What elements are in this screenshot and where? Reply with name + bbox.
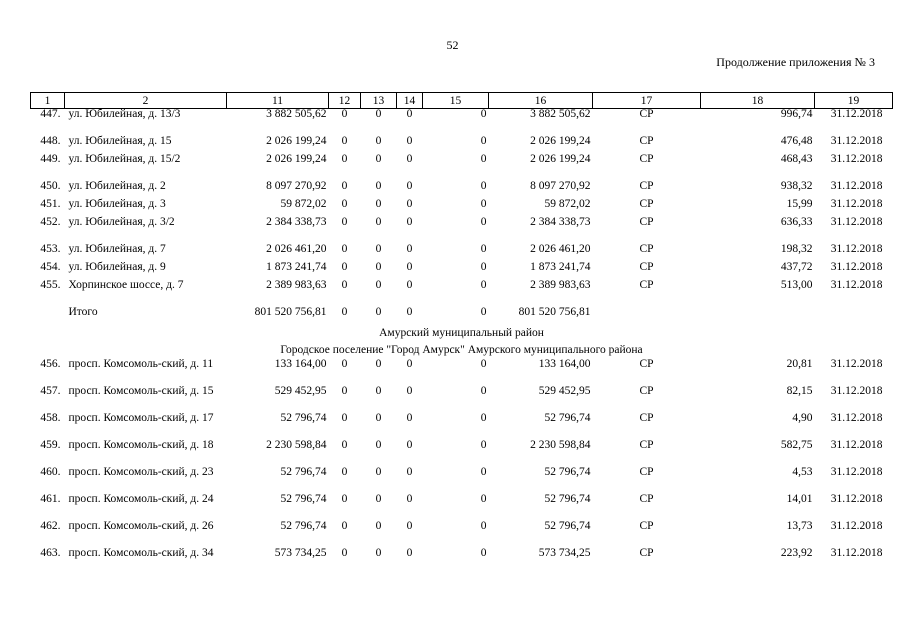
total-c13: 0 [375,306,382,318]
cell-c11: 3 882 505,62 [266,108,327,120]
cell-c18: 476,48 [780,135,813,147]
cell-c12: 0 [341,412,348,424]
total-c11: 801 520 756,81 [254,306,327,318]
cell-c16: 1 873 241,74 [530,261,591,273]
table-row [31,280,893,307]
row-address: ул. Юбилейная, д. 2 [68,180,166,192]
cell-c19: 31.12.2018 [830,493,883,505]
cell-c19: 31.12.2018 [830,439,883,451]
cell-c12: 0 [341,261,348,273]
cell-c19: 31.12.2018 [830,466,883,478]
cell-c15: 0 [480,466,487,478]
row-address: просп. Комсомоль-ский, д. 17 [68,412,214,424]
column-header: 19 [815,93,893,109]
column-header: 15 [423,93,489,109]
column-header: 17 [593,93,701,109]
cell-c14: 0 [406,385,413,397]
cell-c16: 2 026 199,24 [530,135,591,147]
column-header: 1 [31,93,65,109]
row-address: ул. Юбилейная, д. 15 [68,135,172,147]
cell-c12: 0 [341,358,348,370]
cell-c17: СР [639,279,654,291]
cell-c14: 0 [406,198,413,210]
table-row [31,244,893,262]
cell-c13: 0 [375,153,382,165]
cell-c11: 1 873 241,74 [266,261,327,273]
table-row [31,413,893,440]
cell-c18: 13,73 [786,520,813,532]
cell-c17: СР [639,243,654,255]
cell-c13: 0 [375,180,382,192]
table-row [31,440,893,467]
row-number: 460. [40,466,61,478]
row-address: ул. Юбилейная, д. 3/2 [68,216,175,228]
cell-c12: 0 [341,520,348,532]
cell-c12: 0 [341,547,348,559]
cell-c17: СР [639,466,654,478]
cell-c19: 31.12.2018 [830,135,883,147]
cell-c19: 31.12.2018 [830,520,883,532]
cell-c12: 0 [341,385,348,397]
cell-c18: 82,15 [786,385,813,397]
cell-c17: СР [639,135,654,147]
cell-c13: 0 [375,439,382,451]
total-label: Итого [68,306,98,318]
cell-c13: 0 [375,412,382,424]
cell-c11: 2 384 338,73 [266,216,327,228]
cell-c15: 0 [480,108,487,120]
cell-c18: 996,74 [780,108,813,120]
cell-c12: 0 [341,198,348,210]
cell-c15: 0 [480,216,487,228]
table-row [31,548,893,575]
row-number: 448. [40,135,61,147]
cell-c18: 582,75 [780,439,813,451]
cell-c19: 31.12.2018 [830,261,883,273]
row-number: 447. [40,108,61,120]
row-address: просп. Комсомоль-ский, д. 18 [68,439,214,451]
cell-c17: СР [639,153,654,165]
row-address: просп. Комсомоль-ский, д. 11 [68,358,214,370]
cell-c15: 0 [480,180,487,192]
cell-c16: 52 796,74 [544,412,591,424]
cell-c17: СР [639,358,654,370]
cell-c18: 938,32 [780,180,813,192]
total-row [31,307,893,325]
cell-c15: 0 [480,243,487,255]
table-row [31,136,893,154]
cell-c13: 0 [375,520,382,532]
cell-c18: 20,81 [786,358,813,370]
cell-c13: 0 [375,547,382,559]
row-number: 452. [40,216,61,228]
cell-c12: 0 [341,493,348,505]
continuation-note: Продолжение приложения № 3 [716,55,875,69]
row-address: просп. Комсомоль-ский, д. 23 [68,466,214,478]
cell-c12: 0 [341,279,348,291]
column-header: 16 [489,93,593,109]
row-address: просп. Комсомоль-ский, д. 15 [68,385,214,397]
cell-c16: 2 230 598,84 [530,439,591,451]
cell-c12: 0 [341,153,348,165]
cell-c11: 529 452,95 [274,385,327,397]
cell-c11: 2 026 461,20 [266,243,327,255]
total-c12: 0 [341,306,348,318]
cell-c15: 0 [480,198,487,210]
table-row [31,199,893,217]
cell-c11: 2 230 598,84 [266,439,327,451]
cell-c18: 513,00 [780,279,813,291]
cell-c17: СР [639,520,654,532]
cell-c11: 2 389 983,63 [266,279,327,291]
cell-c11: 2 026 199,24 [266,153,327,165]
row-address: ул. Юбилейная, д. 13/3 [68,108,181,120]
row-number: 456. [40,358,61,370]
cell-c17: СР [639,385,654,397]
cell-c17: СР [639,261,654,273]
table-row [31,359,893,386]
cell-c19: 31.12.2018 [830,216,883,228]
cell-c14: 0 [406,547,413,559]
district-title: Амурский муниципальный район [379,327,544,339]
column-header: 18 [701,93,815,109]
cell-c15: 0 [480,493,487,505]
column-header: 12 [329,93,361,109]
cell-c11: 52 796,74 [280,520,327,532]
cell-c16: 133 164,00 [538,358,591,370]
cell-c16: 52 796,74 [544,466,591,478]
cell-c19: 31.12.2018 [830,198,883,210]
cell-c11: 59 872,02 [280,198,327,210]
cell-c18: 15,99 [786,198,813,210]
cell-c11: 133 164,00 [274,358,327,370]
cell-c14: 0 [406,279,413,291]
cell-c14: 0 [406,180,413,192]
appendix-table [30,92,893,575]
cell-c12: 0 [341,180,348,192]
cell-c17: СР [639,547,654,559]
cell-c15: 0 [480,279,487,291]
cell-c12: 0 [341,243,348,255]
cell-c16: 8 097 270,92 [530,180,591,192]
cell-c18: 4,90 [792,412,813,424]
cell-c19: 31.12.2018 [830,412,883,424]
column-header: 11 [227,93,329,109]
cell-c19: 31.12.2018 [830,385,883,397]
row-address: просп. Комсомоль-ский, д. 26 [68,520,214,532]
row-number: 454. [40,261,61,273]
table-row [31,467,893,494]
cell-c15: 0 [480,520,487,532]
cell-c16: 52 796,74 [544,520,591,532]
cell-c11: 573 734,25 [274,547,327,559]
cell-c14: 0 [406,216,413,228]
cell-c16: 2 384 338,73 [530,216,591,228]
row-address: просп. Комсомоль-ский, д. 34 [68,547,214,559]
cell-c17: СР [639,412,654,424]
cell-c18: 223,92 [780,547,813,559]
cell-c16: 529 452,95 [538,385,591,397]
cell-c11: 8 097 270,92 [266,180,327,192]
cell-c12: 0 [341,108,348,120]
settlement-title: Городское поселение "Город Амурск" Амурского муниципального района [280,344,643,356]
cell-c12: 0 [341,466,348,478]
cell-c16: 2 026 199,24 [530,153,591,165]
header-row [31,93,893,109]
row-number: 461. [40,493,61,505]
cell-c13: 0 [375,385,382,397]
cell-c14: 0 [406,358,413,370]
row-number: 463. [40,547,61,559]
row-address: просп. Комсомоль-ский, д. 24 [68,493,214,505]
cell-c18: 468,43 [780,153,813,165]
cell-c17: СР [639,216,654,228]
cell-c19: 31.12.2018 [830,108,883,120]
cell-c15: 0 [480,547,487,559]
table-row [31,109,893,137]
cell-c14: 0 [406,243,413,255]
cell-c13: 0 [375,358,382,370]
cell-c11: 52 796,74 [280,466,327,478]
cell-c14: 0 [406,439,413,451]
cell-c17: СР [639,180,654,192]
row-address: ул. Юбилейная, д. 3 [68,198,166,210]
cell-c13: 0 [375,216,382,228]
cell-c19: 31.12.2018 [830,243,883,255]
cell-c13: 0 [375,261,382,273]
cell-c12: 0 [341,216,348,228]
row-address: ул. Юбилейная, д. 7 [68,243,166,255]
cell-c17: СР [639,108,654,120]
row-address: Хорпинское шоссе, д. 7 [68,279,184,291]
cell-c18: 14,01 [786,493,813,505]
total-c16: 801 520 756,81 [518,306,591,318]
cell-c13: 0 [375,108,382,120]
cell-c18: 198,32 [780,243,813,255]
cell-c17: СР [639,493,654,505]
cell-c18: 636,33 [780,216,813,228]
row-number: 453. [40,243,61,255]
table-row [31,262,893,280]
settlement-row [31,342,893,359]
row-number: 462. [40,520,61,532]
cell-c19: 31.12.2018 [830,180,883,192]
row-number: 458. [40,412,61,424]
cell-c15: 0 [480,135,487,147]
cell-c19: 31.12.2018 [830,153,883,165]
total-c15: 0 [480,306,487,318]
cell-c11: 52 796,74 [280,493,327,505]
cell-c14: 0 [406,493,413,505]
cell-c16: 2 026 461,20 [530,243,591,255]
table-row [31,521,893,548]
page-number: 52 [446,38,459,52]
district-row [31,325,893,342]
cell-c16: 573 734,25 [538,547,591,559]
cell-c13: 0 [375,198,382,210]
cell-c18: 437,72 [780,261,813,273]
row-number: 457. [40,385,61,397]
cell-c14: 0 [406,153,413,165]
row-number: 450. [40,180,61,192]
cell-c15: 0 [480,358,487,370]
cell-c17: СР [639,439,654,451]
cell-c14: 0 [406,108,413,120]
table-row [31,494,893,521]
cell-c19: 31.12.2018 [830,358,883,370]
cell-c16: 2 389 983,63 [530,279,591,291]
cell-c11: 2 026 199,24 [266,135,327,147]
cell-c14: 0 [406,466,413,478]
cell-c13: 0 [375,135,382,147]
table-row [31,386,893,413]
cell-c14: 0 [406,261,413,273]
cell-c13: 0 [375,279,382,291]
cell-c11: 52 796,74 [280,412,327,424]
cell-c15: 0 [480,153,487,165]
cell-c16: 59 872,02 [544,198,591,210]
cell-c13: 0 [375,243,382,255]
cell-c15: 0 [480,412,487,424]
total-c14: 0 [406,306,413,318]
cell-c18: 4,53 [792,466,813,478]
cell-c16: 3 882 505,62 [530,108,591,120]
table-row [31,154,893,181]
row-number: 455. [40,279,61,291]
cell-c13: 0 [375,466,382,478]
row-number: 451. [40,198,61,210]
cell-c14: 0 [406,520,413,532]
cell-c19: 31.12.2018 [830,279,883,291]
table-row [31,217,893,244]
column-header: 13 [361,93,397,109]
column-header: 2 [65,93,227,109]
cell-c15: 0 [480,385,487,397]
row-address: ул. Юбилейная, д. 9 [68,261,166,273]
row-address: ул. Юбилейная, д. 15/2 [68,153,181,165]
cell-c15: 0 [480,261,487,273]
cell-c14: 0 [406,135,413,147]
row-number: 459. [40,439,61,451]
cell-c12: 0 [341,439,348,451]
cell-c15: 0 [480,439,487,451]
table-row [31,181,893,199]
cell-c19: 31.12.2018 [830,547,883,559]
cell-c17: СР [639,198,654,210]
cell-c13: 0 [375,493,382,505]
cell-c14: 0 [406,412,413,424]
cell-c12: 0 [341,135,348,147]
cell-c16: 52 796,74 [544,493,591,505]
row-number: 449. [40,153,61,165]
column-header: 14 [397,93,423,109]
